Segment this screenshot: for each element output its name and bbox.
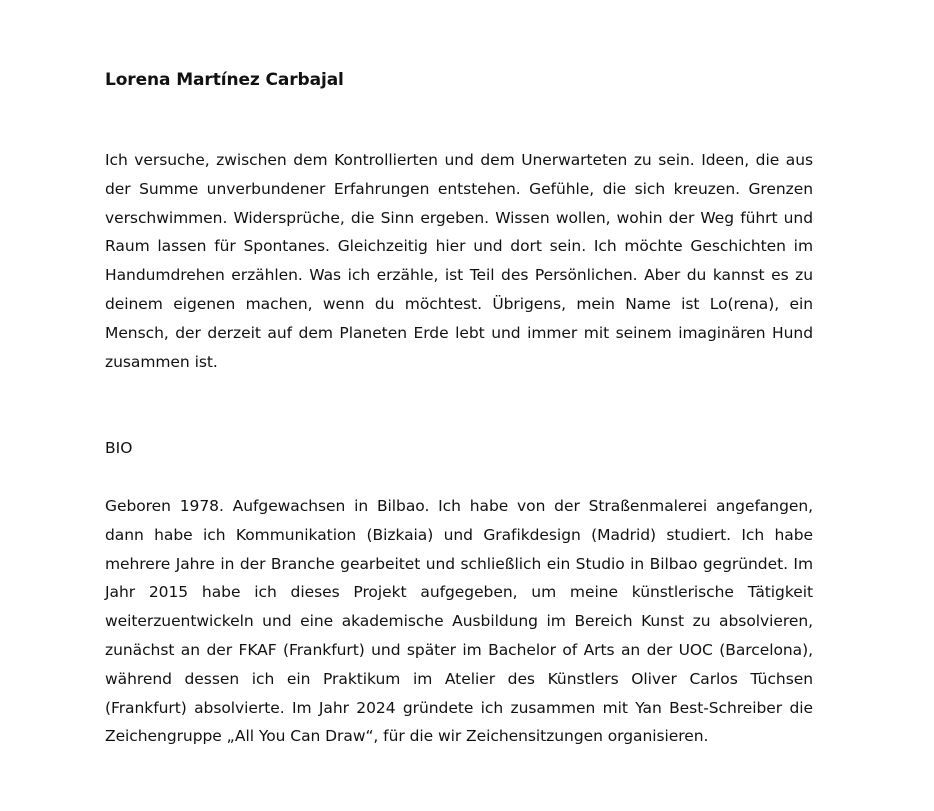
bio-heading: BIO — [105, 439, 133, 457]
author-name-heading: Lorena Martínez Carbajal — [105, 70, 344, 90]
bio-paragraph: Geboren 1978. Aufgewachsen in Bilbao. Ich habe von der Straßenmalerei angefangen, dann habe ich Kommunikation (Bizkaia) und Grafikdesign (Madrid) studiert. Ich habe mehrere Jahre in der Branche gearbeitet und schließlich ein Studio in Bilbao gegründet. Im Jahr 2015 habe ich dieses Projekt aufgegeben, um meine künstlerische Tätigkeit weiterzuentwickeln und eine akademische Ausbildung im Bereich Kunst zu absolvieren, zunächst an der FKAF (Frankfurt) und später im Bachelor of Arts an der UOC (Barcelona), während dessen ich ein Praktikum im Atelier des Künstlers Oliver Carlos Tüchsen (Frankfurt) absolvierte. Im Jahr 2024 gründete ich zusammen mit Yan Best-Schreiber die Zeichengruppe „All You Can Draw“, für die wir Zeichensitzungen organisieren. — [105, 497, 813, 746]
intro-paragraph: Ich versuche, zwischen dem Kontrollierten und dem Unerwarteten zu sein. Ideen, die aus der Summe unverbundener Erfahrungen entstehen. Gefühle, die sich kreuzen. Grenzen verschwimmen. Widersprüche, die Sinn ergeben. Wissen wollen, wohin der Weg führt und Raum lassen für Spontanes. Gleichzeitig hier und dort sein. Ich möchte Geschichten im Handumdrehen erzählen. Was ich erzähle, ist Teil des Persönlichen. Aber du kannst es zu deinem eigenen machen, wenn du möchtest. Übrigens, mein Name ist Lo(rena), ein Mensch, der derzeit auf dem Planeten Erde lebt und immer mit seinem imaginären Hund zusammen ist. — [105, 151, 813, 371]
